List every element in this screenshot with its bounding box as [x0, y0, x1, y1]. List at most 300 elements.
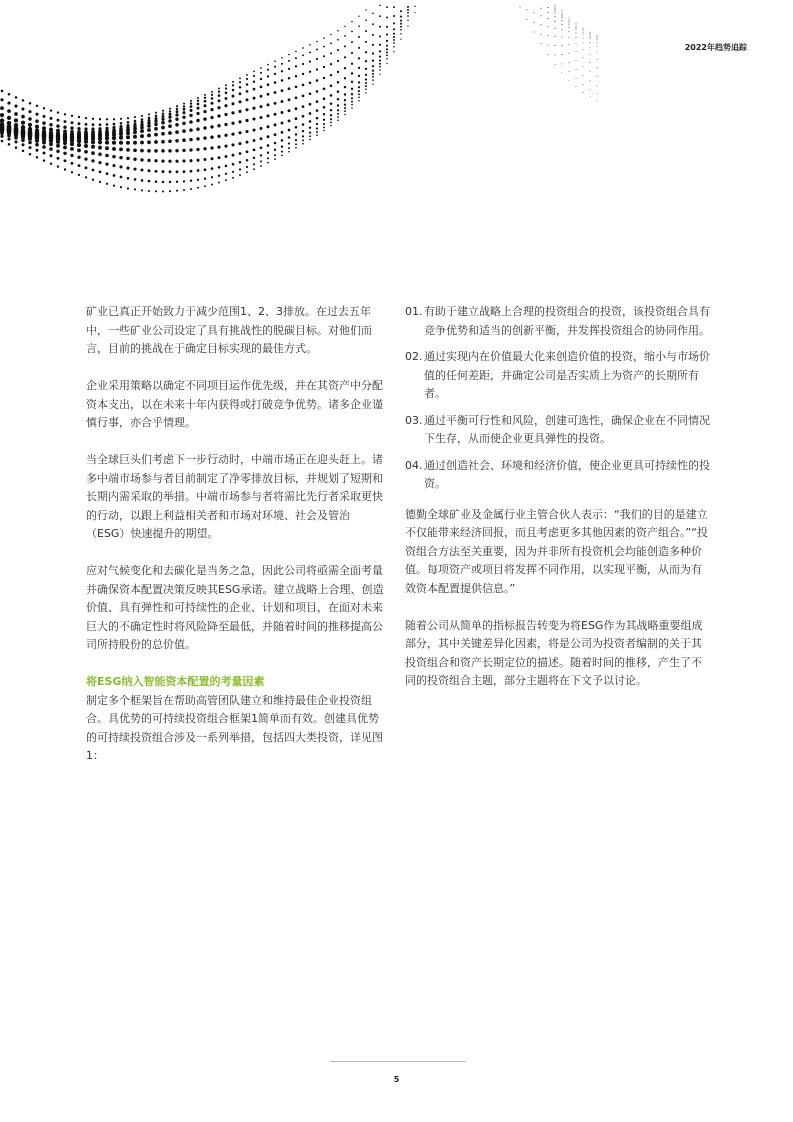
halftone-dot — [400, 20, 402, 22]
halftone-dot — [169, 190, 171, 192]
halftone-dot — [590, 32, 591, 33]
halftone-dot — [344, 35, 346, 37]
halftone-dot — [260, 95, 263, 98]
halftone-dot — [105, 141, 109, 145]
halftone-dot — [365, 82, 367, 84]
halftone-dot — [204, 185, 206, 187]
halftone-dot — [576, 26, 577, 27]
halftone-dot — [386, 48, 388, 50]
halftone-dot — [540, 8, 541, 9]
halftone-dot — [211, 94, 213, 96]
halftone-dot — [548, 45, 549, 46]
halftone-dot — [92, 169, 95, 172]
halftone-dot — [8, 93, 11, 96]
halftone-dot — [555, 8, 556, 9]
halftone-dot — [274, 73, 276, 75]
halftone-dot — [344, 99, 346, 101]
halftone-dot — [252, 128, 255, 131]
halftone-dot — [590, 42, 591, 43]
halftone-dot — [590, 34, 591, 35]
halftone-dot — [534, 22, 535, 23]
halftone-dot — [302, 139, 304, 141]
halftone-dot — [0, 118, 4, 123]
halftone-dot — [555, 21, 556, 22]
halftone-dot — [576, 27, 577, 28]
halftone-dot — [15, 146, 18, 149]
halftone-dot — [225, 165, 228, 168]
halftone-dot — [309, 103, 312, 106]
halftone-dot — [309, 92, 312, 95]
halftone-dot — [562, 20, 563, 21]
halftone-dot — [231, 111, 234, 114]
halftone-dot — [189, 148, 192, 151]
halftone-dot — [239, 81, 241, 83]
halftone-dot — [274, 142, 277, 145]
halftone-dot — [337, 49, 339, 51]
halftone-dot — [562, 54, 563, 55]
halftone-dot — [224, 104, 227, 107]
halftone-dot — [204, 178, 206, 180]
halftone-dot — [22, 99, 25, 102]
halftone-dot — [134, 178, 137, 181]
halftone-dot — [126, 141, 130, 145]
halftone-dot — [330, 125, 332, 127]
halftone-dot — [281, 122, 284, 125]
halftone-dot — [239, 86, 242, 89]
halftone-dot — [309, 120, 312, 123]
halftone-dot — [218, 88, 220, 90]
halftone-dot — [400, 10, 402, 12]
halftone-dot — [162, 190, 164, 192]
halftone-dot — [288, 136, 291, 139]
halftone-dot — [365, 60, 367, 62]
halftone-dot — [267, 144, 270, 147]
halftone-dot — [337, 39, 339, 41]
halftone-dot — [162, 181, 165, 184]
halftone-dot — [337, 104, 339, 106]
halftone-dot — [238, 100, 241, 103]
halftone-dot — [323, 106, 326, 109]
halftone-dot — [105, 146, 109, 150]
halftone-dot — [183, 189, 185, 191]
list-item — [405, 348, 710, 404]
halftone-dot — [225, 155, 228, 158]
halftone-dot — [113, 118, 115, 120]
halftone-dot — [169, 170, 172, 173]
halftone-dot — [569, 22, 570, 23]
halftone-dot — [197, 187, 199, 189]
section-paragraph: 制定多个框架旨在帮助高管团队建立和维持最佳企业投资组合。具优势的可持续投资组合框架1简单而有效。创建具优势的可持续投资组合涉及一系列举措，包括四大类投资，详见图1： — [86, 693, 383, 762]
halftone-dot — [562, 12, 563, 13]
halftone-dot — [245, 119, 248, 122]
halftone-dot — [211, 157, 214, 160]
halftone-dot — [316, 90, 319, 93]
halftone-dot — [288, 68, 290, 70]
halftone-dot — [43, 159, 45, 161]
halftone-dot — [414, 12, 415, 13]
halftone-dot — [203, 147, 206, 150]
halftone-dot — [141, 115, 143, 117]
halftone-dot — [168, 149, 171, 152]
halftone-dot — [337, 90, 340, 93]
halftone-dot — [597, 37, 598, 38]
halftone-dot — [147, 128, 151, 132]
halftone-dot — [204, 168, 207, 171]
halftone-dot — [0, 98, 3, 101]
halftone-dot — [210, 116, 213, 119]
halftone-dot — [182, 129, 186, 133]
halftone-dot — [99, 123, 102, 126]
halftone-dot — [189, 109, 192, 112]
halftone-dot — [541, 43, 542, 44]
halftone-dot — [260, 78, 262, 80]
halftone-dot — [91, 145, 95, 149]
halftone-dot — [106, 123, 109, 126]
halftone-dot — [197, 179, 199, 181]
halftone-dot — [302, 84, 305, 87]
halftone-dot — [323, 66, 325, 68]
halftone-dot — [154, 133, 158, 137]
halftone-dot — [183, 170, 186, 173]
halftone-dot — [407, 25, 408, 26]
halftone-dot — [63, 141, 67, 145]
halftone-dot — [316, 131, 318, 133]
halftone-dot — [358, 100, 359, 101]
halftone-dot — [253, 139, 256, 142]
halftone-dot — [576, 78, 577, 79]
halftone-dot — [562, 24, 563, 25]
halftone-dot — [133, 130, 137, 134]
halftone-dot — [295, 65, 297, 67]
halftone-dot — [91, 151, 95, 155]
halftone-dot — [590, 89, 591, 90]
halftone-dot — [372, 23, 374, 25]
halftone-dot — [70, 142, 74, 146]
halftone-dot — [555, 12, 556, 13]
halftone-dot — [56, 144, 60, 148]
halftone-dot — [238, 142, 241, 145]
halftone-dot — [120, 176, 123, 179]
halftone-dot — [372, 83, 373, 84]
halftone-dot — [210, 125, 213, 128]
halftone-dot — [148, 169, 151, 172]
halftone-dot — [112, 141, 116, 145]
halftone-dot — [203, 136, 206, 139]
halftone-dot — [218, 182, 220, 184]
halftone-dot — [597, 42, 598, 43]
halftone-dot — [155, 115, 158, 118]
halftone-dot — [196, 137, 199, 140]
halftone-dot — [547, 18, 548, 19]
halftone-dot — [330, 63, 332, 65]
halftone-dot — [393, 51, 394, 52]
halftone-dot — [562, 14, 563, 15]
halftone-dot — [302, 135, 304, 137]
halftone-dot — [260, 154, 262, 156]
halftone-dot — [583, 29, 584, 30]
halftone-dot — [189, 159, 192, 162]
halftone-dot — [232, 89, 235, 92]
halftone-dot — [245, 130, 248, 133]
halftone-dot — [189, 120, 193, 124]
halftone-dot — [288, 151, 290, 153]
list-number: 02. — [405, 350, 423, 363]
halftone-dot — [386, 45, 388, 47]
halftone-dot — [176, 108, 178, 110]
list-number: 01. — [405, 305, 423, 318]
halftone-dot — [190, 170, 193, 173]
halftone-dot — [35, 149, 38, 152]
halftone-dot — [147, 140, 151, 144]
halftone-dot — [217, 124, 220, 127]
halftone-dot — [330, 94, 333, 97]
halftone-dot — [43, 107, 45, 109]
halftone-dot — [98, 140, 102, 144]
halftone-dot — [569, 27, 570, 28]
halftone-dot — [358, 67, 360, 69]
footer-divider — [330, 1061, 466, 1062]
halftone-dot — [274, 154, 276, 156]
halftone-dot — [7, 109, 11, 113]
halftone-dot — [154, 140, 158, 144]
halftone-dot — [35, 125, 39, 129]
halftone-dot — [351, 63, 353, 65]
halftone-dot — [161, 126, 165, 130]
halftone-dot — [316, 109, 319, 112]
halftone-dot — [43, 115, 46, 118]
halftone-dot — [14, 140, 17, 143]
halftone-dot — [140, 158, 143, 161]
halftone-dot — [224, 145, 227, 148]
halftone-dot — [386, 58, 388, 60]
halftone-dot — [351, 104, 353, 106]
halftone-dot — [590, 36, 591, 37]
body-paragraph: 当全球巨头们考虑下一步行动时，中端市场正在迎头赶上。诸多中端市场参与者目前制定了净零排放目标，并规划了短期和长期内需采取的举措。中端市场参与者将需比先行者采取更快的行动，以跟上利益相关者和市场对环境、社会及管治（ESG）快速提升的期望。 — [86, 453, 383, 540]
halftone-dot — [197, 100, 199, 102]
halftone-dot — [583, 84, 584, 85]
halftone-dot — [576, 69, 577, 70]
halftone-dot — [49, 123, 52, 126]
halftone-dot — [140, 126, 144, 130]
halftone-dot — [231, 102, 234, 105]
halftone-dot — [21, 107, 24, 110]
halftone-dot — [217, 106, 220, 109]
halftone-dot — [29, 153, 32, 156]
halftone-dot — [583, 38, 584, 39]
halftone-dot — [393, 22, 395, 24]
halftone-dot — [316, 68, 318, 70]
halftone-dot — [77, 149, 81, 153]
halftone-dot — [43, 152, 46, 155]
halftone-dot — [127, 177, 130, 180]
halftone-dot — [98, 146, 102, 150]
halftone-dot — [260, 72, 262, 74]
halftone-dot — [351, 107, 352, 108]
halftone-dot — [259, 105, 262, 108]
halftone-dot — [365, 85, 367, 87]
halftone-dot — [232, 95, 235, 98]
halftone-dot — [365, 88, 367, 90]
halftone-dot — [70, 126, 73, 129]
right-column — [405, 303, 710, 691]
halftone-dot — [91, 140, 95, 144]
halftone-dot — [302, 130, 304, 132]
halftone-dot — [597, 101, 598, 102]
halftone-dot — [50, 162, 52, 164]
halftone-dot — [183, 103, 185, 105]
halftone-dot — [344, 114, 346, 116]
halftone-dot — [217, 135, 220, 138]
halftone-dot — [183, 105, 185, 107]
halftone-dot — [583, 43, 584, 44]
halftone-dot — [555, 10, 556, 11]
halftone-dot — [232, 84, 234, 86]
halftone-dot — [0, 106, 4, 110]
halftone-dot — [190, 180, 192, 182]
halftone-dot — [295, 117, 298, 120]
halftone-dot — [238, 131, 241, 134]
halftone-dot — [393, 15, 395, 17]
halftone-dot — [92, 123, 95, 126]
halftone-dot — [372, 65, 374, 67]
halftone-dot — [175, 117, 178, 120]
halftone-dot — [70, 147, 74, 151]
halftone-dot — [288, 119, 291, 122]
halftone-dot — [162, 110, 164, 112]
halftone-dot — [295, 50, 297, 52]
halftone-dot — [302, 95, 305, 98]
halftone-dot — [204, 100, 207, 103]
halftone-dot — [358, 47, 360, 49]
halftone-dot — [393, 39, 395, 41]
halftone-dot — [288, 129, 291, 132]
halftone-dot — [597, 59, 598, 60]
halftone-dot — [225, 97, 228, 100]
halftone-dot — [288, 87, 291, 90]
halftone-dot — [42, 141, 46, 145]
halftone-dot — [182, 138, 186, 142]
halftone-dot — [211, 97, 214, 100]
halftone-dot — [330, 34, 332, 36]
halftone-dot — [267, 83, 270, 86]
list-item — [405, 412, 710, 449]
halftone-dot — [386, 40, 388, 42]
halftone-dot — [597, 67, 598, 68]
halftone-dot — [161, 132, 165, 136]
halftone-dot — [217, 114, 220, 117]
halftone-dot — [42, 126, 46, 130]
halftone-dot — [77, 139, 81, 143]
halftone-dot — [351, 72, 353, 74]
halftone-dot — [253, 80, 255, 82]
halftone-dot — [393, 6, 395, 8]
halftone-dot — [176, 170, 179, 173]
halftone-dot — [225, 84, 227, 86]
halftone-dot — [126, 131, 130, 135]
halftone-dot — [267, 135, 270, 138]
halftone-dot — [106, 172, 109, 175]
halftone-dot — [22, 150, 25, 153]
halftone-dot — [555, 36, 556, 37]
halftone-dot — [225, 92, 228, 95]
halftone-dot — [50, 154, 53, 157]
halftone-dot — [91, 127, 94, 130]
halftone-dot — [288, 109, 291, 112]
halftone-dot — [323, 130, 325, 132]
halftone-dot — [302, 123, 305, 126]
halftone-dot — [330, 102, 333, 105]
halftone-dot — [302, 105, 305, 108]
halftone-dot — [295, 139, 297, 141]
halftone-dot — [583, 28, 584, 29]
halftone-dot — [590, 54, 591, 55]
halftone-dot — [372, 70, 374, 72]
halftone-dot — [7, 134, 11, 138]
halftone-dot — [210, 136, 213, 139]
halftone-dot — [562, 37, 563, 38]
halftone-dot — [232, 177, 234, 179]
halftone-dot — [196, 107, 199, 110]
halftone-dot — [218, 99, 221, 102]
halftone-dot — [358, 81, 360, 83]
halftone-dot — [141, 118, 144, 121]
halftone-dot — [106, 118, 108, 120]
halftone-dot — [316, 123, 318, 125]
halftone-dot — [379, 15, 381, 17]
halftone-dot — [569, 24, 570, 25]
halftone-dot — [365, 74, 367, 76]
halftone-dot — [309, 127, 311, 129]
halftone-dot — [85, 123, 88, 126]
halftone-dot — [267, 125, 270, 128]
halftone-dot — [597, 39, 598, 40]
halftone-dot — [15, 96, 18, 99]
halftone-dot — [323, 123, 325, 125]
halftone-dot — [344, 26, 346, 28]
halftone-dot — [50, 117, 53, 120]
halftone-dot — [120, 122, 123, 125]
halftone-dot — [210, 146, 213, 149]
halftone-dot — [316, 41, 318, 43]
halftone-dot — [120, 186, 122, 188]
halftone-dot — [267, 103, 270, 106]
halftone-dot — [302, 63, 304, 65]
halftone-dot — [78, 174, 80, 176]
halftone-dot — [583, 75, 584, 76]
halftone-dot — [126, 167, 129, 170]
halftone-dot — [337, 71, 339, 73]
halftone-dot — [196, 119, 199, 122]
halftone-dot — [162, 170, 165, 173]
halftone-dot — [407, 6, 409, 8]
halftone-dot — [168, 124, 172, 128]
halftone-dot — [365, 41, 367, 43]
halftone-dot — [126, 148, 130, 152]
halftone-dot — [555, 64, 556, 65]
halftone-dot — [197, 103, 200, 106]
halftone-dot — [323, 119, 325, 121]
halftone-dot — [548, 54, 549, 55]
halftone-dot — [78, 164, 81, 167]
halftone-dot — [281, 155, 283, 157]
halftone-dot — [379, 69, 381, 71]
halftone-dot — [569, 19, 570, 20]
halftone-dot — [84, 127, 87, 130]
halftone-dot — [555, 5, 556, 6]
halftone-dot — [597, 35, 598, 36]
list-item — [405, 457, 710, 494]
halftone-dot — [231, 132, 234, 135]
